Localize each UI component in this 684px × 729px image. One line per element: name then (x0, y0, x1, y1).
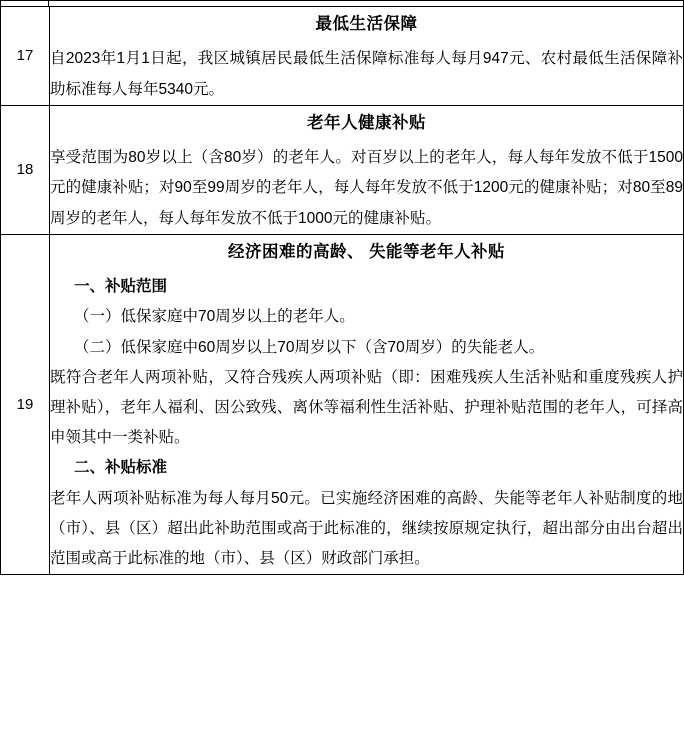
benefits-table (0, 6, 684, 575)
row-paragraph: 既符合老年人两项补贴，又符合残疾人两项补贴（即：困难残疾人生活补贴和重度残疾人护理补贴），老年人福利、因公致残、离休等福利性生活补贴、护理补贴范围的老年人，可择高申领其中一类补贴。 (50, 368, 683, 447)
row-list-item: （二）低保家庭中60周岁以上70周岁以下（含70周岁）的失能老人。 (74, 338, 545, 356)
row-paragraph: 享受范围为80岁以上（含80岁）的老年人。对百岁以上的老年人，每人每年发放不低于1500元的健康补贴；对90至99周岁的老年人，每人每年发放不低于1200元的健康补贴；对80至89周岁的老年人，每人每年发放不低于1000元的健康补贴。 (50, 149, 683, 227)
row-paragraph: 自2023年1月1日起，我区城镇居民最低生活保障标准每人每月947元、农村最低生活保障补助标准每人每年5340元。 (50, 50, 683, 98)
row-content-18 (50, 105, 684, 234)
row-number-17: 17 (1, 7, 50, 106)
row-title-18: 老年人健康补贴 (307, 113, 426, 132)
row-list-item: （一）低保家庭中70周岁以上的老年人。 (74, 308, 355, 326)
row-paragraph: 老年人两项补贴标准为每人每月50元。已实施经济困难的高龄、失能等老年人补贴制度的地（市）、县（区）超出此补助范围或高于此标准的，继续按原规定执行，超出部分由出台超出范围或高于此标准的地（市）、县（区）财政部门承担。 (50, 489, 683, 568)
row-subheading: 二、补贴标准 (74, 459, 168, 477)
table-row (1, 234, 684, 575)
row-number-18: 18 (1, 105, 50, 234)
row-subheading: 一、补贴范围 (74, 278, 168, 296)
row-number-19: 19 (1, 234, 50, 575)
table-row (1, 7, 684, 106)
row-title-17: 最低生活保障 (315, 15, 418, 33)
table-row (1, 105, 684, 234)
row-content-19 (50, 234, 684, 575)
row-content-17 (50, 7, 684, 106)
row-title-19: 经济困难的高龄、 失能等老年人补贴 (227, 242, 506, 261)
